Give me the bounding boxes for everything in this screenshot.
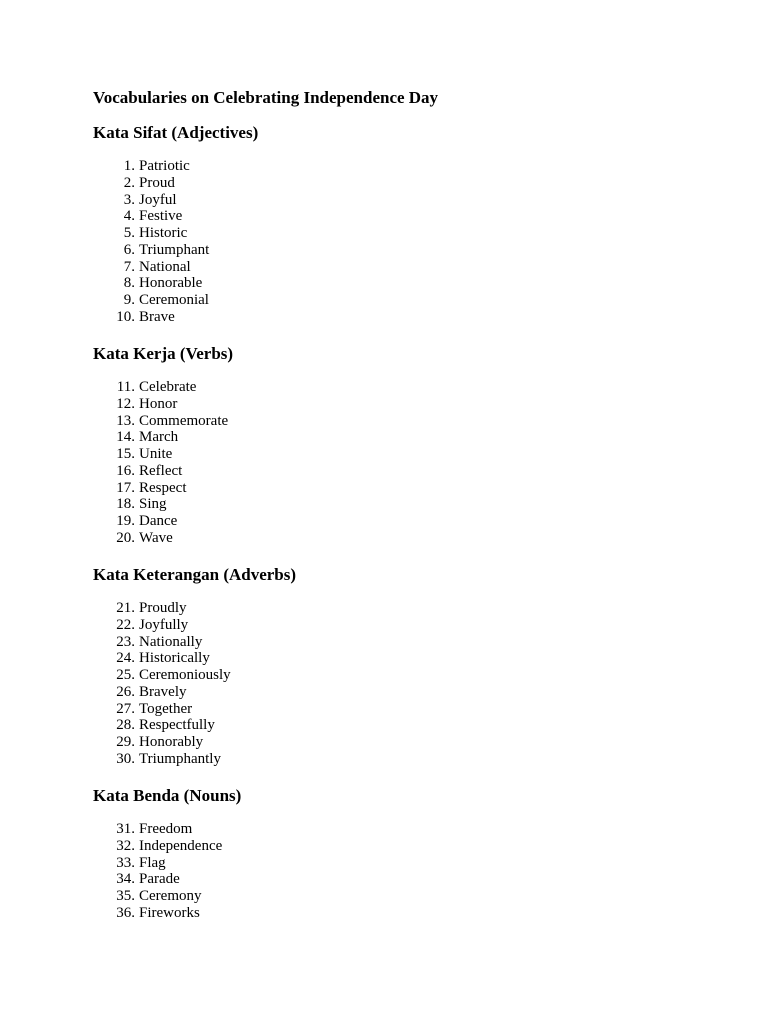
item-word: Proud: [139, 174, 175, 191]
section-nouns: [93, 786, 733, 922]
list-item: [93, 530, 733, 547]
list-item: [93, 855, 733, 872]
item-number: 13.: [116, 412, 135, 429]
item-word: Honor: [139, 395, 178, 412]
item-word: Respectfully: [139, 717, 215, 734]
item-number: 19.: [116, 513, 135, 529]
list-item: [93, 701, 733, 718]
list-item: [93, 463, 733, 480]
list-item: [93, 717, 733, 734]
item-word: Together: [139, 700, 193, 717]
item-number: 3.: [123, 191, 135, 208]
vocab-list: [93, 379, 733, 547]
item-number: 23.: [116, 633, 135, 650]
item-word: March: [139, 429, 179, 446]
item-number: 30.: [116, 750, 135, 767]
item-word: Patriotic: [139, 158, 190, 174]
item-number: 36.: [116, 904, 135, 921]
item-word: Freedom: [139, 821, 193, 837]
list-item: [93, 667, 733, 684]
item-word: Nationally: [139, 633, 203, 650]
item-number: 15.: [116, 446, 135, 462]
item-word: Honorably: [139, 734, 204, 750]
list-item: [93, 734, 733, 751]
item-number: 7.: [123, 258, 135, 275]
list-item: [93, 192, 733, 209]
item-number: 8.: [123, 275, 135, 292]
item-word: Ceremony: [139, 888, 202, 904]
item-word: Joyfully: [139, 616, 189, 633]
item-number: 35.: [116, 888, 135, 904]
item-word: Joyful: [139, 191, 177, 208]
item-word: Proudly: [139, 600, 187, 616]
item-number: 2.: [123, 174, 135, 191]
item-word: Dance: [139, 513, 178, 529]
item-word: Reflect: [139, 462, 183, 479]
item-number: 22.: [116, 616, 135, 633]
list-item: [93, 513, 733, 530]
item-word: Honorable: [139, 275, 203, 292]
section-heading: Kata Keterangan (Adverbs): [93, 565, 297, 584]
item-number: 32.: [116, 837, 135, 854]
item-word: Unite: [139, 446, 173, 462]
item-word: Flag: [139, 854, 166, 871]
list-item: [93, 242, 733, 259]
list-item: [93, 309, 733, 326]
item-number: 16.: [116, 462, 135, 479]
section-heading: Kata Kerja (Verbs): [93, 344, 234, 363]
vocab-list: [93, 600, 733, 768]
item-number: 10.: [116, 308, 135, 325]
item-number: 12.: [116, 395, 135, 412]
item-number: 18.: [116, 496, 135, 513]
item-word: Respect: [139, 479, 187, 496]
list-item: [93, 480, 733, 497]
item-number: 1.: [123, 158, 135, 174]
item-number: 29.: [116, 734, 135, 750]
item-word: Parade: [139, 871, 180, 888]
item-number: 6.: [123, 241, 135, 258]
list-item: [93, 379, 733, 396]
item-number: 34.: [116, 871, 135, 888]
list-item: [93, 396, 733, 413]
item-word: Bravely: [139, 683, 187, 700]
list-item: [93, 751, 733, 768]
list-item: [93, 871, 733, 888]
list-item: [93, 821, 733, 838]
item-word: Historically: [139, 650, 210, 667]
list-item: [93, 600, 733, 617]
item-number: 4.: [123, 208, 135, 225]
vocab-list: [93, 821, 733, 922]
list-item: [93, 208, 733, 225]
item-number: 26.: [116, 683, 135, 700]
list-item: [93, 634, 733, 651]
item-number: 27.: [116, 700, 135, 717]
item-word: Wave: [139, 529, 173, 546]
list-item: [93, 650, 733, 667]
list-item: [93, 838, 733, 855]
list-item: [93, 292, 733, 309]
section-heading: Kata Sifat (Adjectives): [93, 123, 259, 142]
section-heading: Kata Benda (Nouns): [93, 786, 242, 805]
list-item: [93, 225, 733, 242]
item-word: Independence: [139, 837, 223, 854]
item-number: 11.: [116, 379, 135, 395]
item-number: 17.: [116, 479, 135, 496]
item-word: Sing: [139, 496, 167, 513]
item-word: Brave: [139, 308, 175, 325]
list-item: [93, 429, 733, 446]
document-title: Vocabularies on Celebrating Independence Day: [93, 88, 439, 107]
list-item: [93, 175, 733, 192]
item-number: 14.: [116, 429, 135, 446]
list-item: [93, 684, 733, 701]
section-adjectives: [93, 123, 733, 326]
item-word: Historic: [139, 225, 188, 241]
item-number: 5.: [123, 225, 135, 241]
item-word: National: [139, 258, 191, 275]
list-item: [93, 446, 733, 463]
section-adverbs: [93, 565, 733, 768]
item-number: 28.: [116, 717, 135, 734]
item-word: Triumphant: [139, 241, 210, 258]
item-number: 9.: [123, 292, 135, 308]
list-item: [93, 275, 733, 292]
item-number: 31.: [116, 821, 135, 837]
list-item: [93, 158, 733, 175]
item-word: Festive: [139, 208, 183, 225]
list-item: [93, 496, 733, 513]
item-word: Ceremonial: [139, 292, 209, 308]
item-word: Triumphantly: [139, 750, 221, 767]
list-item: [93, 905, 733, 922]
list-item: [93, 259, 733, 276]
item-number: 24.: [116, 650, 135, 667]
list-item: [93, 617, 733, 634]
item-number: 33.: [116, 854, 135, 871]
item-word: Celebrate: [139, 379, 197, 395]
list-item: [93, 413, 733, 430]
item-word: Commemorate: [139, 412, 229, 429]
item-number: 25.: [116, 667, 135, 683]
item-number: 21.: [116, 600, 135, 616]
item-number: 20.: [116, 529, 135, 546]
item-word: Fireworks: [139, 904, 200, 921]
section-verbs: [93, 344, 733, 547]
list-item: [93, 888, 733, 905]
vocab-list: [93, 158, 733, 326]
item-word: Ceremoniously: [139, 667, 231, 683]
